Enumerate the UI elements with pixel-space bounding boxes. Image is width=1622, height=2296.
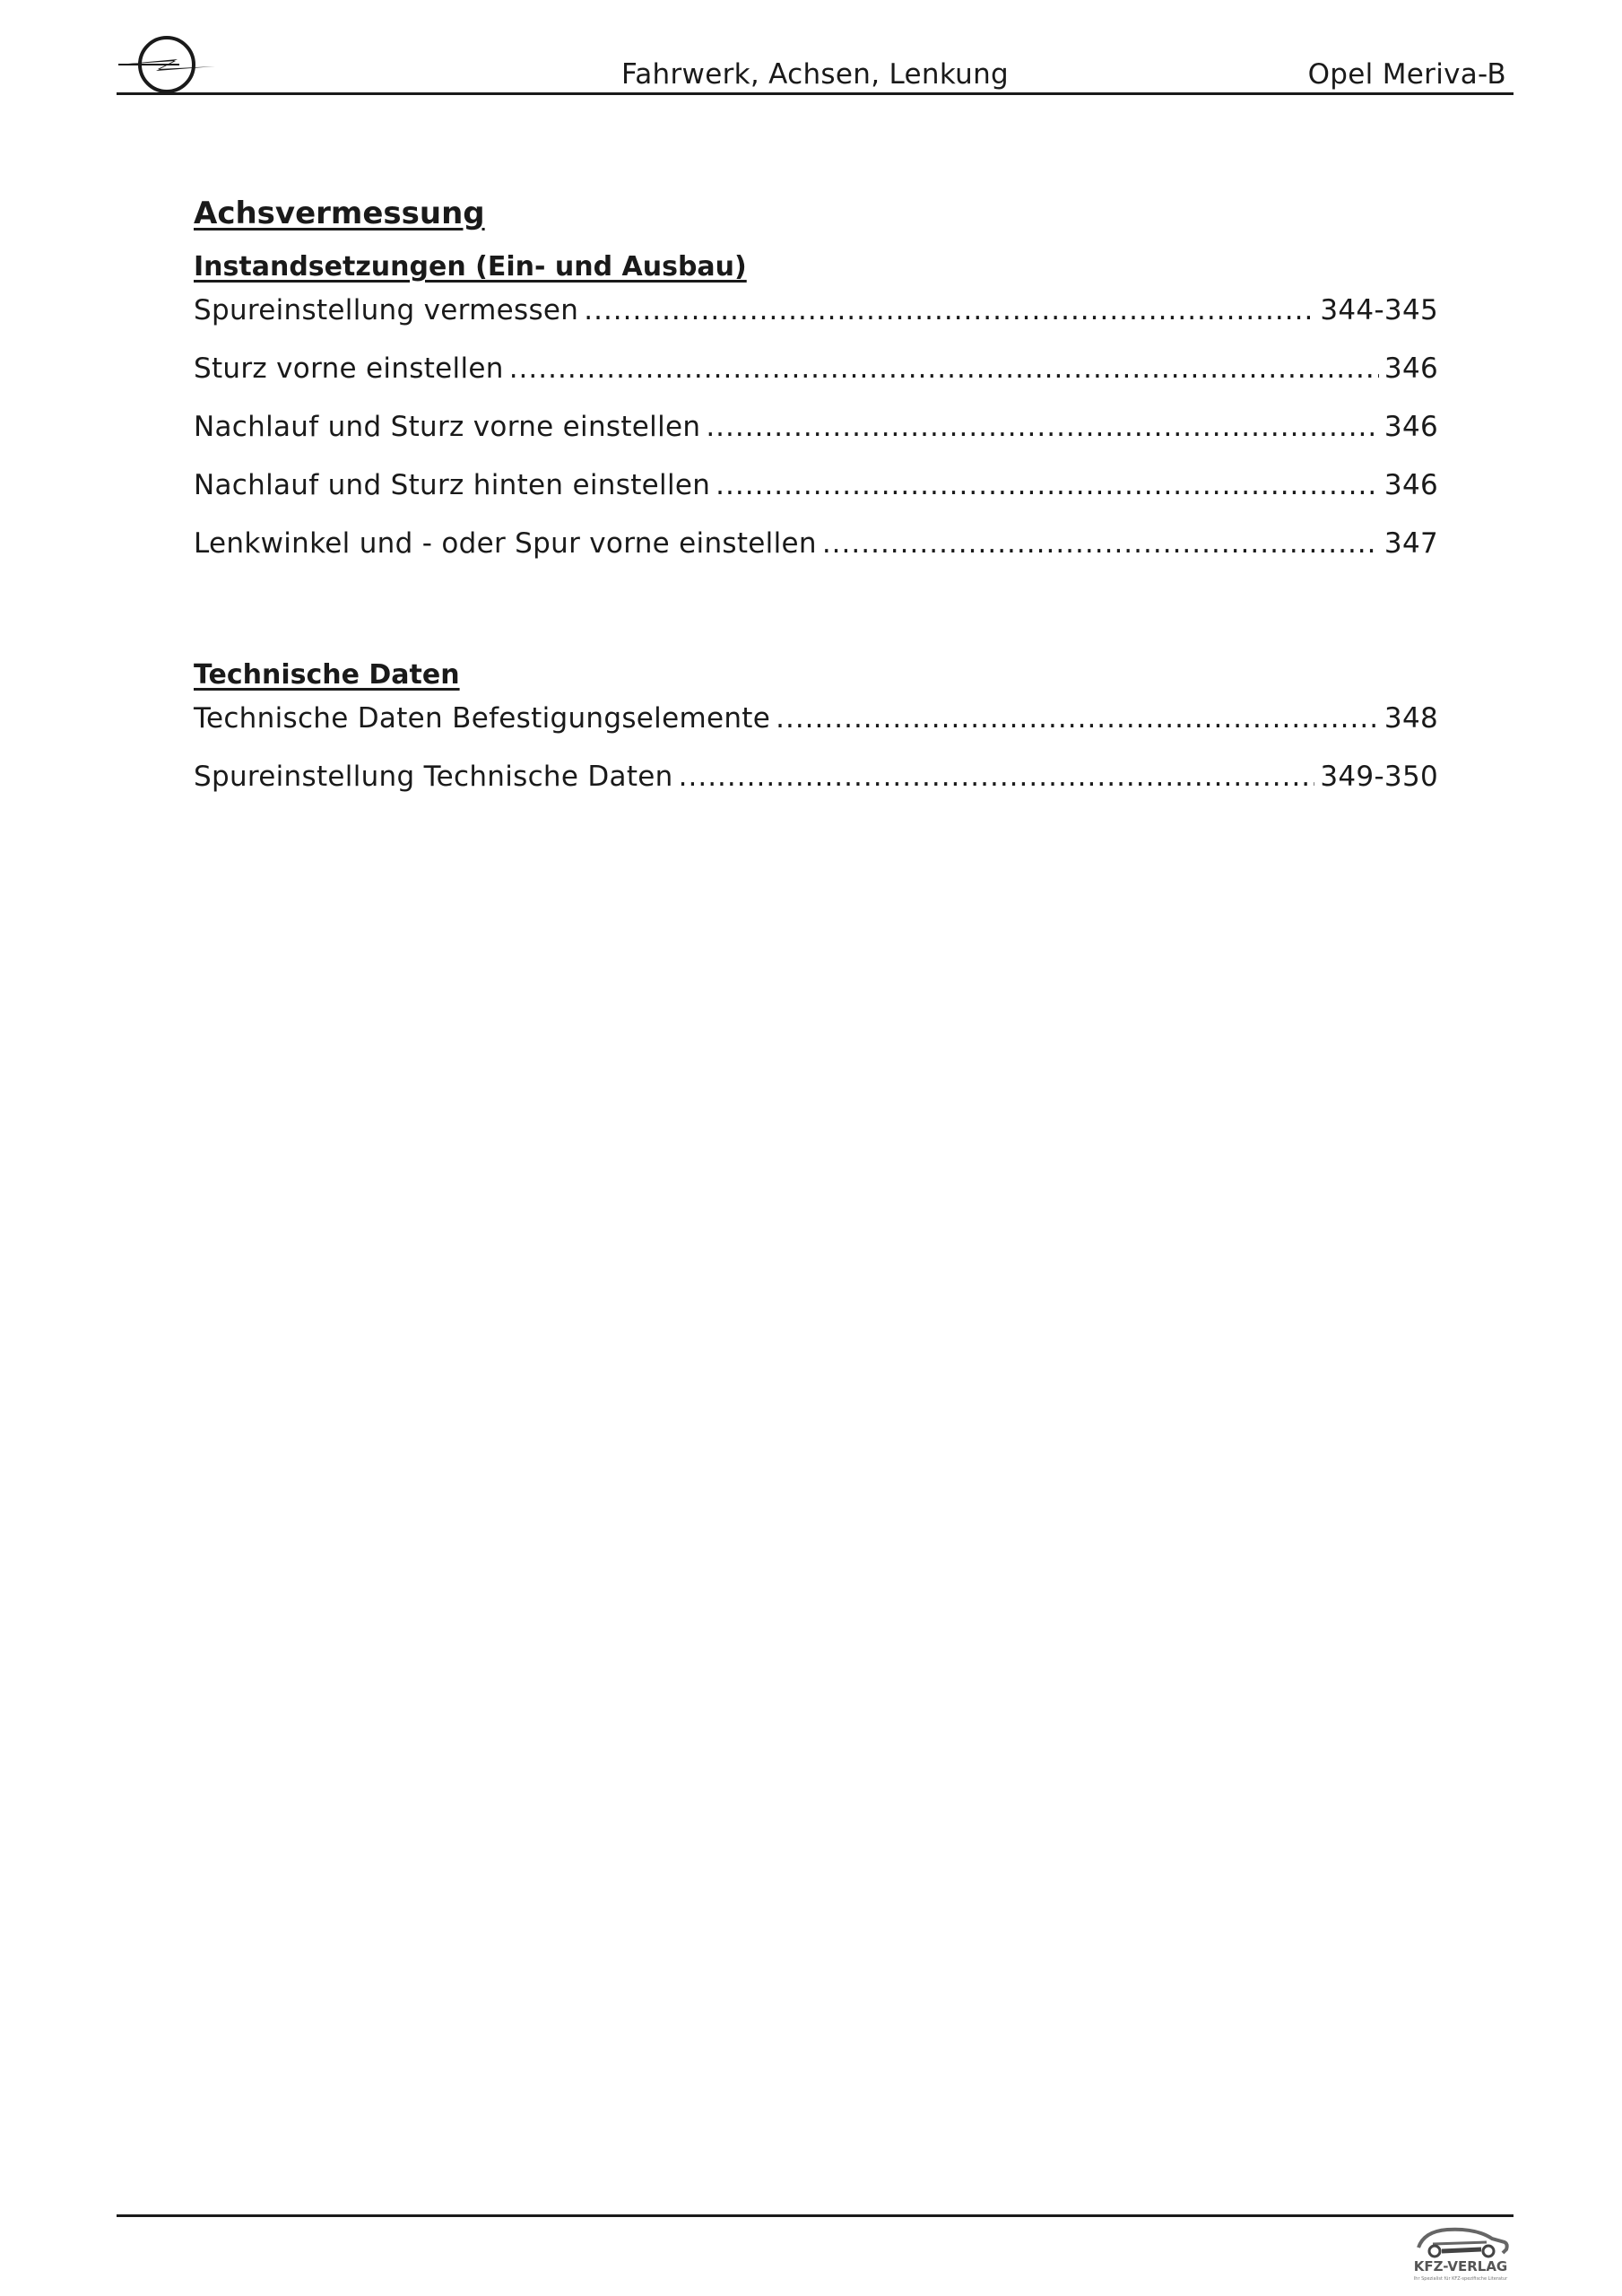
toc-entry-page: 349-350	[1320, 761, 1438, 793]
footer-logo-tagline: Ihr Spezialist für KFZ-spezifische Literatur	[1413, 2276, 1508, 2282]
toc-entry-label: Nachlauf und Sturz hinten einstellen	[194, 469, 711, 501]
header-title: Fahrwerk, Achsen, Lenkung	[620, 58, 1010, 91]
toc-section-technische-daten	[194, 648, 1438, 819]
table-of-contents	[194, 190, 1438, 819]
toc-entry[interactable]	[194, 527, 1438, 586]
section-subtitle: Instandsetzungen (Ein- und Ausbau)	[194, 251, 747, 283]
footer-rule	[117, 2214, 1514, 2217]
page-header	[117, 18, 1514, 97]
toc-entry-page: 344-345	[1320, 294, 1438, 326]
toc-entry[interactable]	[194, 702, 1438, 761]
kfz-verlag-logo-icon	[1406, 2219, 1515, 2283]
section-title: Achsvermessung	[194, 196, 485, 231]
section-title: Technische Daten	[194, 659, 460, 691]
toc-leader-dots	[509, 352, 1379, 385]
toc-entry[interactable]	[194, 294, 1438, 352]
toc-entry-label: Sturz vorne einstellen	[194, 352, 504, 385]
toc-leader-dots	[822, 527, 1379, 560]
toc-list	[194, 294, 1438, 586]
toc-entry[interactable]	[194, 761, 1438, 819]
toc-entry-page: 346	[1383, 469, 1438, 501]
header-rule	[117, 92, 1514, 95]
toc-entry-label: Technische Daten Befestigungselemente	[194, 702, 771, 735]
toc-entry-label: Spureinstellung Technische Daten	[194, 761, 673, 793]
toc-entry-label: Nachlauf und Sturz vorne einstellen	[194, 411, 701, 443]
toc-section-achsvermessung	[194, 190, 1438, 586]
toc-entry-page: 348	[1383, 702, 1438, 735]
toc-leader-dots	[706, 411, 1379, 443]
toc-entry-page: 346	[1383, 352, 1438, 385]
toc-entry-page: 347	[1383, 527, 1438, 560]
toc-entry[interactable]	[194, 352, 1438, 411]
footer-logo-text: KFZ-VERLAG	[1413, 2258, 1508, 2274]
toc-entry-page: 346	[1383, 411, 1438, 443]
toc-leader-dots	[776, 702, 1379, 735]
toc-list	[194, 702, 1438, 819]
toc-entry[interactable]	[194, 469, 1438, 527]
header-model: Opel Meriva-B	[1307, 58, 1506, 91]
toc-leader-dots	[716, 469, 1379, 501]
section-spacer	[194, 586, 1438, 645]
toc-leader-dots	[584, 294, 1314, 326]
toc-entry-label: Lenkwinkel und - oder Spur vorne einstellen	[194, 527, 817, 560]
toc-entry[interactable]	[194, 411, 1438, 469]
toc-leader-dots	[679, 761, 1315, 793]
toc-entry-label: Spureinstellung vermessen	[194, 294, 579, 326]
